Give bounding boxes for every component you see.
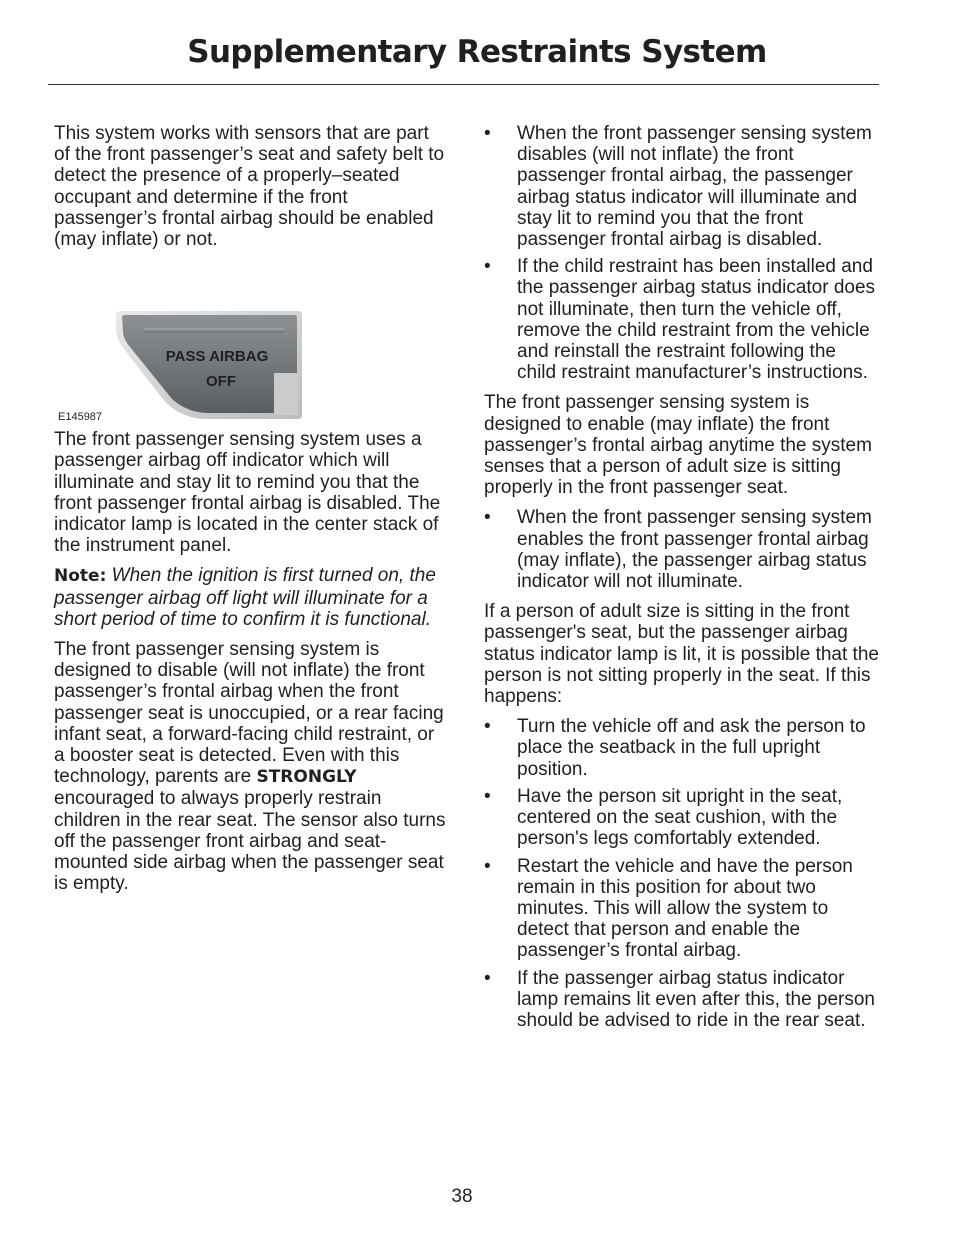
figure-id: E145987 <box>58 411 103 424</box>
bullet-text: Restart the vehicle and have the person remain in this position for about two minutes. This will allow the system to detect that person and enable the passenger’s frontal airbag. <box>517 855 853 962</box>
bullet-text: When the front passenger sensing system enables the front passenger frontal airbag (may inflate), the passenger airbag status indicator will not illuminate. <box>517 507 872 593</box>
bullet-marker: • <box>484 507 491 529</box>
note-text: When the ignition is first turned on, the passenger airbag off light will illuminate for a short period of time to confirm it is functional. <box>54 565 436 630</box>
list-item <box>484 123 879 250</box>
intro-paragraph: This system works with sensors that are part of the front passenger’s seat and safety belt to detect the presence of a properly–seated occupant and determine if the front passenger’s frontal airbag should be enabled (may inflate) or not. <box>54 123 445 251</box>
page-number: 38 <box>451 1186 473 1207</box>
list-item <box>484 507 879 592</box>
right-column <box>484 123 879 1037</box>
bullet-text: When the front passenger sensing system disables (will not inflate) the front passenger frontal airbag, the passenger airbag status indicator will illuminate and stay lit to remind you that the front passenger frontal airbag is disabled. <box>517 123 872 251</box>
list-item <box>484 256 879 383</box>
bullet-text: Have the person sit upright in the seat, centered on the seat cushion, with the person's legs comfortably extended. <box>517 785 843 850</box>
bullet-text: If the passenger airbag status indicator lamp remains lit even after this, the person should be advised to ride in the rear seat. <box>517 967 876 1031</box>
title-rule <box>48 84 879 85</box>
bullet-marker: • <box>484 256 491 278</box>
left-column <box>54 123 446 903</box>
enable-paragraph: The front passenger sensing system is designed to enable (may inflate) the front passenger’s frontal airbag anytime the system senses that a person of adult size is sitting properly in the front passenger seat. <box>484 392 872 499</box>
disable-paragraph <box>54 639 446 894</box>
list-item <box>484 856 879 962</box>
bullet-text: Turn the vehicle off and ask the person to place the seatback in the full upright position. <box>517 716 866 780</box>
pass-airbag-off-indicator-icon <box>114 309 304 421</box>
indicator-label-line1: PASS AIRBAG <box>165 348 269 366</box>
strongly-emphasis: STRONGLY <box>256 767 357 788</box>
bullet-marker: • <box>484 785 491 807</box>
adult-size-paragraph: If a person of adult size is sitting in the front passenger's seat, but the passenger airbag status indicator lamp is lit, it is possible that the person is not sitting properly in the seat. If this happens: <box>484 601 879 708</box>
note-label: Note: <box>54 566 107 587</box>
bullet-text: If the child restraint has been installed and the passenger airbag status indicator does not illuminate, then turn the vehicle off, remove the child restraint from the vehicle and reinstall the restraint following the child restraint manufacturer’s instructions. <box>517 256 876 384</box>
page-title: Supplementary Restraints System <box>187 34 767 70</box>
list-item <box>484 968 879 1032</box>
bullet-marker: • <box>484 855 491 877</box>
bullet-marker: • <box>484 716 491 738</box>
disable-text-before: The front passenger sensing system is designed to disable (will not inflate) the front passenger’s frontal airbag when the front passenger seat is unoccupied, or a rear facing infant seat, a forward-facing child restraint, or a booster seat is detected. Even with this technology, parents are <box>54 639 444 788</box>
list-item <box>484 786 879 850</box>
pass-airbag-off-figure <box>54 259 446 429</box>
indicator-paragraph: The front passenger sensing system uses a passenger airbag off indicator which will illuminate and stay lit to remind you that the front passenger frontal airbag is disabled. The indicator lamp is located in the center stack of the instrument panel. <box>54 429 441 557</box>
indicator-label-line2: OFF <box>206 373 236 391</box>
note-paragraph <box>54 565 446 630</box>
list-item <box>484 716 879 780</box>
bullet-marker: • <box>484 123 491 144</box>
bullet-marker: • <box>484 967 491 989</box>
disable-text-after: encouraged to always properly restrain children in the rear seat. The sensor also turns off the passenger front airbag and seat-mounted side airbag when the passenger seat is empty. <box>54 788 446 895</box>
